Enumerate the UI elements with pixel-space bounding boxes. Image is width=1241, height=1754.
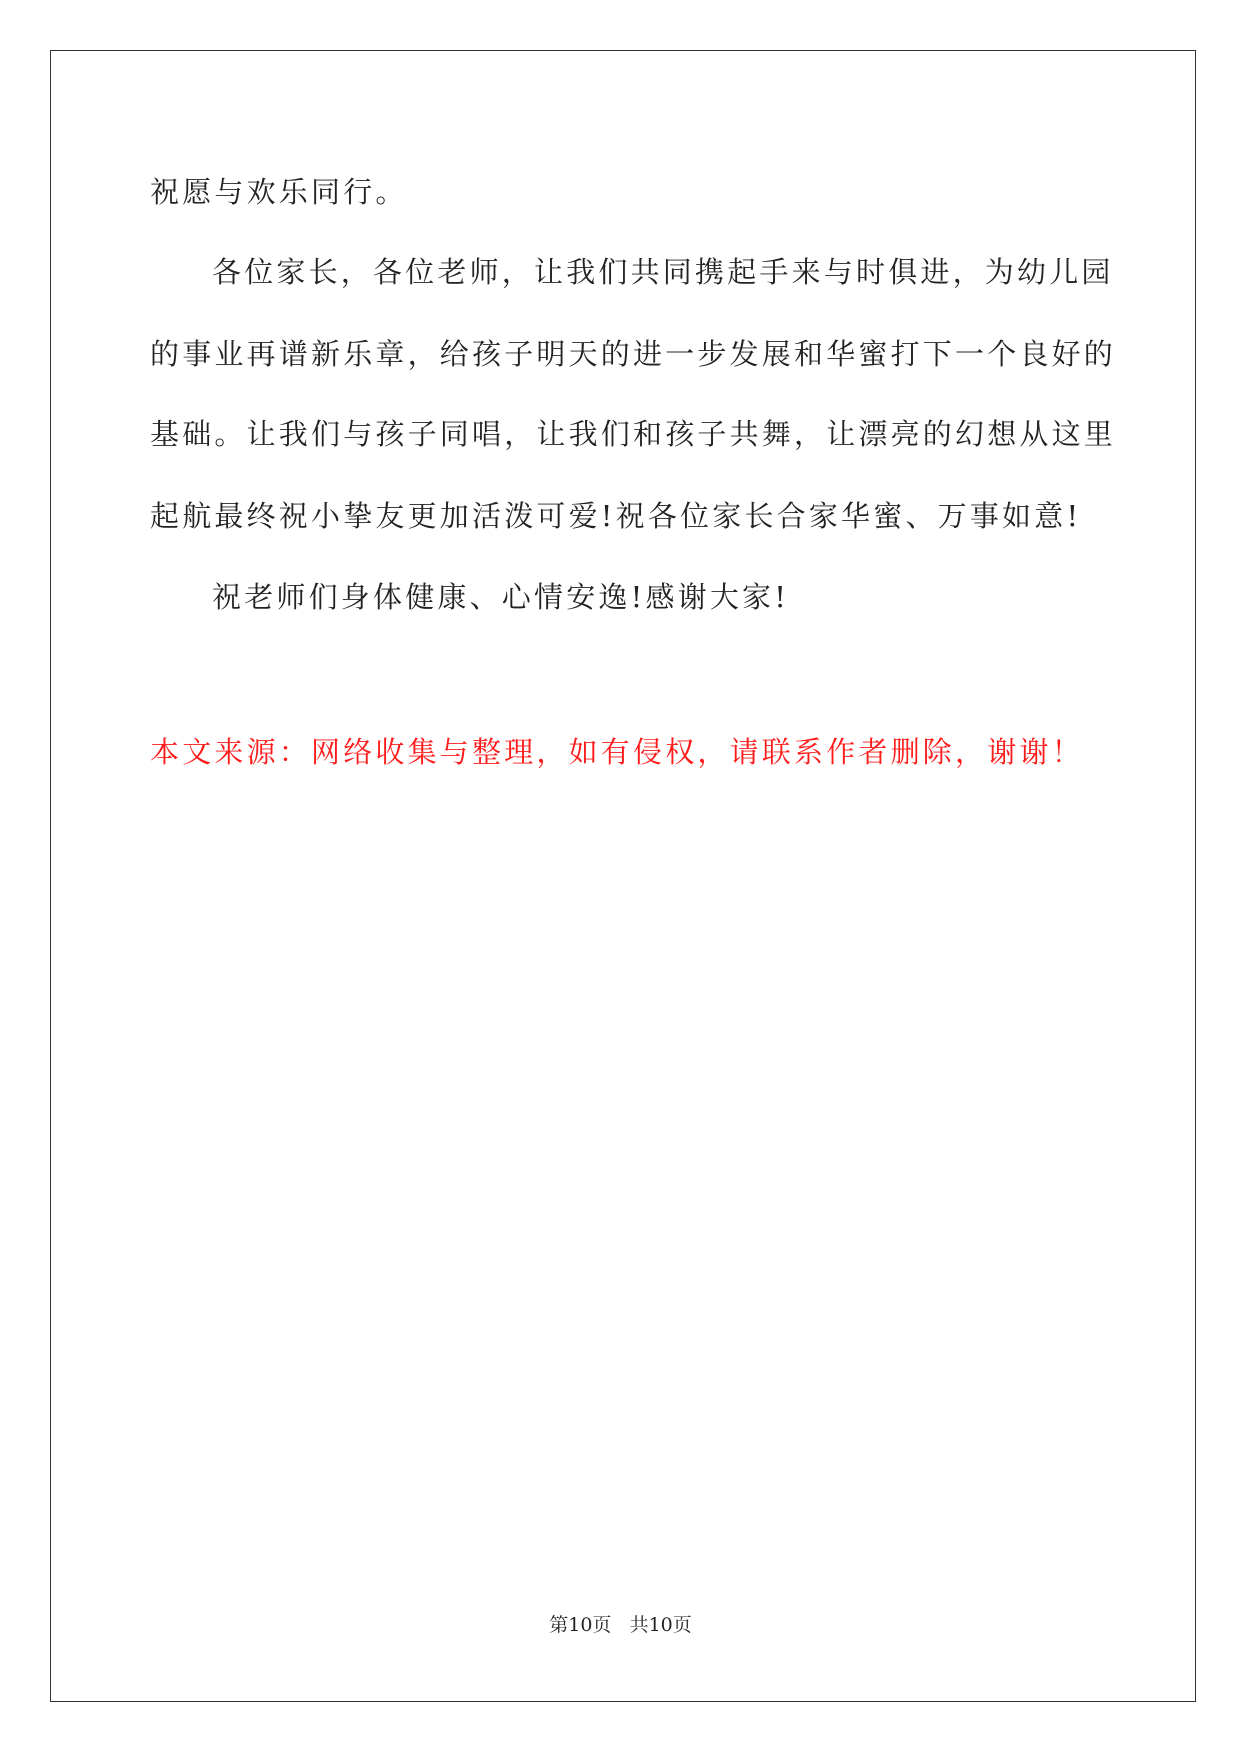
footer-total-pages: 共10页: [629, 1614, 692, 1636]
body-line-6: 祝老师们身体健康、心情安逸!感谢大家!: [212, 580, 790, 614]
body-line-2: 各位家长，各位老师，让我们共同携起手来与时俱进，为幼儿园: [212, 255, 1114, 289]
source-note: 本文来源：网络收集与整理，如有侵权，请联系作者删除，谢谢！: [150, 735, 1084, 769]
body-line-1: 祝愿与欢乐同行。: [150, 175, 408, 209]
body-line-4: 基础。让我们与孩子同唱，让我们和孩子共舞，让漂亮的幻想从这里: [150, 417, 1117, 451]
page-footer: [0, 1612, 1241, 1638]
page-border: [50, 50, 1196, 1702]
footer-current-page: 第10页: [549, 1614, 612, 1636]
body-line-3: 的事业再谱新乐章，给孩子明天的进一步发展和华蜜打下一个良好的: [150, 337, 1117, 371]
body-line-5: 起航最终祝小挚友更加活泼可爱!祝各位家长合家华蜜、万事如意!: [150, 499, 1082, 533]
